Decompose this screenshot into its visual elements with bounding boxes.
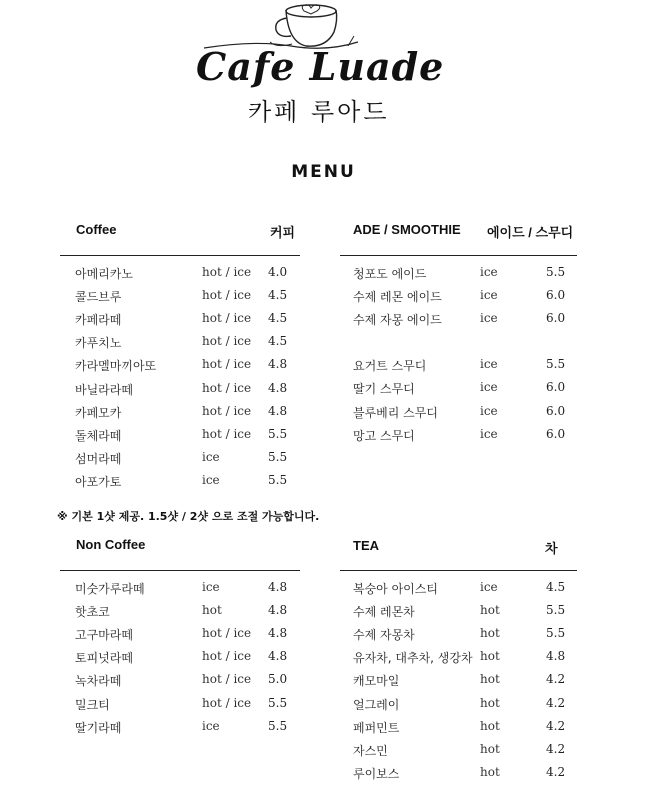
menu-title: MENU xyxy=(291,162,356,182)
menu-item xyxy=(75,288,305,308)
menu-item-temperature: hot xyxy=(480,626,500,641)
menu-item xyxy=(353,288,583,308)
menu-item-temperature: hot / ice xyxy=(202,265,252,279)
menu-item xyxy=(75,311,305,331)
menu-item xyxy=(353,357,583,377)
section-divider xyxy=(340,570,577,571)
menu-item xyxy=(353,427,583,447)
menu-item xyxy=(353,580,583,600)
menu-item-temperature: ice xyxy=(480,580,498,594)
menu-item-name: 수제 레몬차 xyxy=(353,605,415,620)
non-coffee-section xyxy=(76,537,301,737)
menu-item-temperature: hot xyxy=(480,603,500,618)
menu-item-name: 바닐라라떼 xyxy=(75,382,133,397)
menu-item-name: 카라멜마끼아또 xyxy=(75,359,157,374)
shot-note: ※ 기본 1샷 제공. 1.5샷 / 2샷 으로 조절 가능합니다. xyxy=(57,510,320,523)
menu-item-price: 5.5 xyxy=(546,603,566,618)
menu-item-price: 4.8 xyxy=(268,357,288,372)
menu-item-name: 고구마라떼 xyxy=(75,628,133,643)
menu-item-price: 4.8 xyxy=(268,603,288,618)
menu-item-name: 카페라떼 xyxy=(75,313,122,328)
menu-item-name: 돌체라떼 xyxy=(75,428,122,443)
menu-item xyxy=(75,719,305,739)
menu-item xyxy=(75,696,305,716)
menu-item-temperature: ice xyxy=(480,265,498,279)
menu-item-price: 6.0 xyxy=(546,311,566,326)
menu-item-name: 미숫가루라떼 xyxy=(75,582,145,596)
menu-item xyxy=(75,427,305,447)
menu-item xyxy=(75,450,305,470)
menu-item-name: 루이보스 xyxy=(353,766,400,781)
menu-item-temperature: ice xyxy=(480,311,498,326)
menu-item xyxy=(353,380,583,400)
section-header xyxy=(76,537,301,561)
menu-item-temperature: ice xyxy=(480,403,498,418)
menu-item-name: 얼그레이 xyxy=(353,697,400,712)
menu-item-temperature: hot xyxy=(480,649,500,664)
section-title: Coffee xyxy=(76,222,117,237)
coffee-section xyxy=(76,222,301,502)
menu-item-price: 6.0 xyxy=(546,288,566,303)
menu-item-temperature: hot xyxy=(202,603,222,618)
brand-title: Cafe Luade xyxy=(196,44,445,89)
menu-item-temperature: hot xyxy=(480,764,500,779)
menu-item-price: 5.5 xyxy=(268,695,288,710)
section-title-korean: 커피 xyxy=(270,225,296,240)
menu-item-price: 4.8 xyxy=(268,626,288,641)
menu-item-price: 5.5 xyxy=(546,626,566,641)
menu-item xyxy=(75,381,305,401)
menu-item-name: 녹차라떼 xyxy=(75,674,122,689)
menu-item-temperature: hot / ice xyxy=(202,426,252,441)
menu-item xyxy=(75,603,305,623)
menu-item-temperature: ice xyxy=(480,288,498,303)
menu-item-temperature: hot / ice xyxy=(202,380,252,395)
menu-item-name: 딸기 스무디 xyxy=(353,382,415,397)
menu-item-name: 캐모마일 xyxy=(353,674,400,689)
menu-item-temperature: hot xyxy=(480,695,500,710)
menu-item-price: 4.8 xyxy=(268,380,288,395)
menu-item-price: 4.5 xyxy=(268,288,288,303)
menu-item-name: 수제 자몽 에이드 xyxy=(353,313,442,328)
menu-item xyxy=(353,742,583,762)
menu-item-price: 4.5 xyxy=(268,311,288,326)
menu-item-price: 4.5 xyxy=(268,334,288,349)
menu-item xyxy=(353,696,583,716)
menu-item-price: 5.5 xyxy=(268,718,288,733)
section-header xyxy=(353,222,578,246)
menu-item-price: 6.0 xyxy=(546,426,566,441)
menu-item-name: 카푸치노 xyxy=(75,336,122,351)
menu-item-temperature: hot / ice xyxy=(202,357,252,372)
section-title-korean: 에이드 / 스무디 xyxy=(487,225,574,240)
menu-item-temperature: hot / ice xyxy=(202,403,252,418)
menu-item xyxy=(353,603,583,623)
menu-item-temperature: ice xyxy=(480,380,498,395)
menu-item xyxy=(353,765,583,785)
menu-item-name: 요거트 스무디 xyxy=(353,359,427,374)
menu-item-name: 블루베리 스무디 xyxy=(353,405,438,420)
menu-item-name: 카페모카 xyxy=(75,405,122,420)
menu-item-price: 4.8 xyxy=(268,403,288,418)
menu-item-name: 아포가토 xyxy=(75,474,122,489)
menu-item-name: 섬머라떼 xyxy=(75,451,122,466)
menu-item-name: 딸기라떼 xyxy=(75,720,122,735)
menu-item-temperature: ice xyxy=(202,472,220,487)
menu-item xyxy=(75,334,305,354)
menu-item-price: 6.0 xyxy=(546,380,566,395)
menu-item xyxy=(353,672,583,692)
menu-item-temperature: ice xyxy=(202,580,220,594)
menu-item-name: 수제 자몽차 xyxy=(353,628,415,643)
menu-item-name: 청포도 에이드 xyxy=(353,267,427,281)
menu-item xyxy=(75,672,305,692)
menu-item-price: 4.5 xyxy=(546,580,566,594)
menu-item xyxy=(353,265,583,285)
menu-item-price: 5.5 xyxy=(268,472,288,487)
menu-item xyxy=(75,626,305,646)
menu-item xyxy=(353,649,583,669)
menu-item-price: 5.5 xyxy=(546,357,566,372)
menu-item-price: 4.2 xyxy=(546,741,566,756)
menu-item-price: 4.2 xyxy=(546,672,566,687)
menu-item-price: 4.2 xyxy=(546,695,566,710)
menu-item-name: 토피넛라떼 xyxy=(75,651,133,666)
menu-item xyxy=(75,265,305,285)
menu-item-name: 페퍼민트 xyxy=(353,720,400,735)
menu-item-temperature: hot xyxy=(480,672,500,687)
menu-item-price: 4.0 xyxy=(268,265,288,279)
menu-item-name: 아메리카노 xyxy=(75,267,133,281)
section-divider xyxy=(340,255,577,256)
menu-item-price: 4.8 xyxy=(268,580,288,594)
section-divider xyxy=(60,570,300,571)
menu-item xyxy=(75,404,305,424)
menu-item-price: 5.5 xyxy=(268,426,288,441)
menu-item-temperature: hot xyxy=(480,741,500,756)
menu-item-name: 자스민 xyxy=(353,743,388,758)
section-divider xyxy=(60,255,300,256)
menu-item xyxy=(75,357,305,377)
menu-item xyxy=(353,311,583,331)
menu-item-price: 5.0 xyxy=(268,672,288,687)
menu-item-price: 5.5 xyxy=(546,265,566,279)
section-title-korean: 차 xyxy=(545,541,558,556)
menu-item xyxy=(353,626,583,646)
menu-item-temperature: hot xyxy=(480,718,500,733)
menu-item-name: 수제 레몬 에이드 xyxy=(353,290,442,305)
menu-item xyxy=(75,580,305,600)
menu-item-price: 5.5 xyxy=(268,449,288,464)
menu-item xyxy=(353,404,583,424)
menu-item-price: 6.0 xyxy=(546,403,566,418)
menu-item-name: 망고 스무디 xyxy=(353,428,415,443)
menu-item xyxy=(75,473,305,493)
menu-item-temperature: hot / ice xyxy=(202,695,252,710)
section-title: ADE / SMOOTHIE xyxy=(353,222,461,237)
menu-item-price: 4.2 xyxy=(546,718,566,733)
menu-item-temperature: hot / ice xyxy=(202,649,252,664)
menu-item-temperature: hot / ice xyxy=(202,311,252,326)
section-title: TEA xyxy=(353,538,379,553)
section-header xyxy=(353,538,578,562)
section-title: Non Coffee xyxy=(76,537,146,552)
ade-smoothie-section xyxy=(353,222,578,462)
section-header xyxy=(76,222,301,246)
menu-item-temperature: hot / ice xyxy=(202,334,252,349)
brand-subtitle-korean: 카페 루아드 xyxy=(248,98,390,126)
tea-section xyxy=(353,538,578,788)
menu-item-temperature: ice xyxy=(480,426,498,441)
menu-item-temperature: ice xyxy=(202,449,220,464)
menu-item-temperature: ice xyxy=(202,718,220,733)
menu-item-temperature: hot / ice xyxy=(202,626,252,641)
menu-item-price: 4.8 xyxy=(546,649,566,664)
menu-item-temperature: ice xyxy=(480,357,498,372)
menu-item-name: 복숭아 아이스티 xyxy=(353,582,438,596)
menu-item-price: 4.2 xyxy=(546,764,566,779)
menu-item-name: 콜드브루 xyxy=(75,290,122,305)
menu-item-temperature: hot / ice xyxy=(202,672,252,687)
menu-item xyxy=(75,649,305,669)
menu-item-temperature: hot / ice xyxy=(202,288,252,303)
menu-item-name: 핫초코 xyxy=(75,605,110,620)
menu-item-name: 유자차, 대추차, 생강차 xyxy=(353,651,473,666)
menu-item xyxy=(353,719,583,739)
menu-item-name: 밀크티 xyxy=(75,697,110,712)
menu-item-price: 4.8 xyxy=(268,649,288,664)
